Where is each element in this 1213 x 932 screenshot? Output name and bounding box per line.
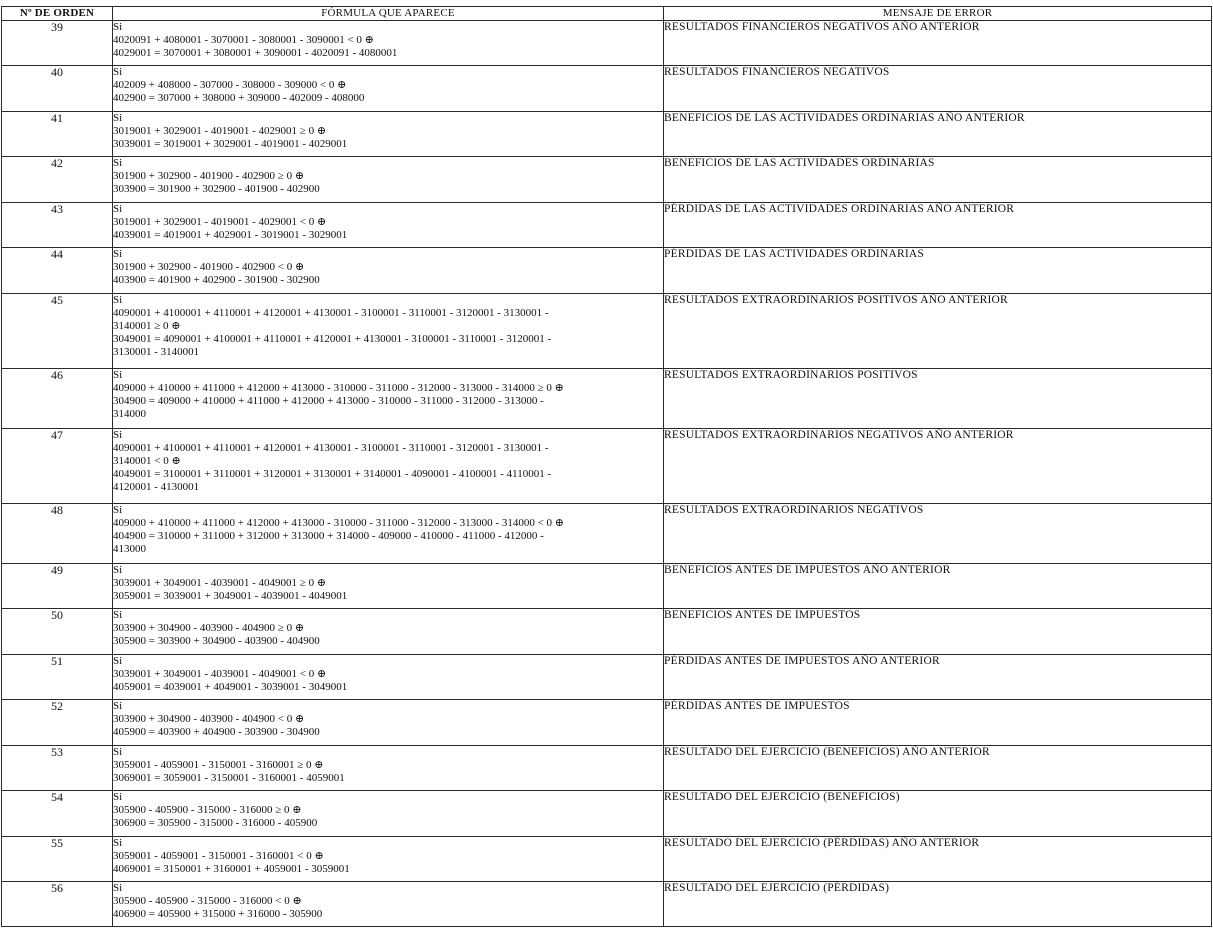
condition-keyword: Si bbox=[113, 429, 123, 441]
error-message-cell: RESULTADO DEL EJERCICIO (BENEFICIOS) bbox=[664, 791, 1212, 837]
formula-line: 305900 - 405900 - 315000 - 316000 < 0 ⊕ bbox=[113, 895, 302, 907]
formula-line: 4090001 + 4100001 + 4110001 + 4120001 + 4130001 - 3100001 - 3110001 - 3120001 - 3130001 - bbox=[113, 307, 549, 319]
formula-cell bbox=[113, 21, 664, 66]
formula-line: 301900 + 302900 - 401900 - 402900 < 0 ⊕ bbox=[113, 261, 305, 273]
formula-cell bbox=[113, 609, 664, 655]
formula-cell bbox=[113, 504, 664, 564]
formula-line: 3130001 - 3140001 bbox=[113, 346, 200, 358]
formula-line: 4049001 = 3100001 + 3110001 + 3120001 + 3130001 + 3140001 - 4090001 - 4100001 - 4110001 - bbox=[113, 468, 552, 480]
error-message-cell: PÉRDIDAS ANTES DE IMPUESTOS AÑO ANTERIOR bbox=[664, 655, 1212, 700]
formula-cell bbox=[113, 837, 664, 882]
error-message-cell: RESULTADO DEL EJERCICIO (PÉRDIDAS) bbox=[664, 882, 1212, 927]
order-number-cell: 47 bbox=[2, 429, 113, 504]
order-number-cell: 51 bbox=[2, 655, 113, 700]
error-message-cell: RESULTADOS FINANCIEROS NEGATIVOS AÑO ANTERIOR bbox=[664, 21, 1212, 66]
condition-keyword: Si bbox=[113, 655, 123, 667]
error-message-cell: RESULTADOS FINANCIEROS NEGATIVOS bbox=[664, 66, 1212, 112]
formula-line: 314000 bbox=[113, 408, 146, 420]
table-row bbox=[2, 248, 1212, 294]
table-row bbox=[2, 112, 1212, 157]
condition-keyword: Si bbox=[113, 112, 123, 124]
condition-keyword: Si bbox=[113, 203, 123, 215]
formula-line: 3039001 + 3049001 - 4039001 - 4049001 ≥ 0 ⊕ bbox=[113, 577, 327, 589]
error-message-cell: PÉRDIDAS DE LAS ACTIVIDADES ORDINARIAS AÑO ANTERIOR bbox=[664, 203, 1212, 248]
formula-cell bbox=[113, 882, 664, 927]
order-number-cell: 44 bbox=[2, 248, 113, 294]
formula-line: 403900 = 401900 + 402900 - 301900 - 302900 bbox=[113, 274, 320, 286]
error-message-cell: BENEFICIOS DE LAS ACTIVIDADES ORDINARIAS AÑO ANTERIOR bbox=[664, 112, 1212, 157]
formula-line: 3039001 = 3019001 + 3029001 - 4019001 - 4029001 bbox=[113, 138, 348, 150]
formula-line: 4090001 + 4100001 + 4110001 + 4120001 + 4130001 - 3100001 - 3110001 - 3120001 - 3130001 - bbox=[113, 442, 549, 454]
error-rules-table bbox=[1, 6, 1212, 927]
table-row bbox=[2, 66, 1212, 112]
table-row bbox=[2, 837, 1212, 882]
formula-cell bbox=[113, 746, 664, 791]
formula-line: 3140001 ≥ 0 ⊕ bbox=[113, 320, 181, 332]
formula-line: 3059001 - 4059001 - 3150001 - 3160001 ≥ 0 ⊕ bbox=[113, 759, 324, 771]
formula-line: 4029001 = 3070001 + 3080001 + 3090001 - 4020091 - 4080001 bbox=[113, 47, 398, 59]
error-message-cell: RESULTADOS EXTRAORDINARIOS POSITIVOS bbox=[664, 369, 1212, 429]
condition-keyword: Si bbox=[113, 837, 123, 849]
table-row bbox=[2, 655, 1212, 700]
formula-line: 402900 = 307000 + 308000 + 309000 - 402009 - 408000 bbox=[113, 92, 365, 104]
table-header-row bbox=[2, 7, 1212, 21]
formula-line: 304900 = 409000 + 410000 + 411000 + 412000 + 413000 - 310000 - 311000 - 312000 - 313000 - bbox=[113, 395, 544, 407]
formula-line: 4069001 = 3150001 + 3160001 + 4059001 - 3059001 bbox=[113, 863, 350, 875]
formula-line: 3059001 - 4059001 - 3150001 - 3160001 < 0 ⊕ bbox=[113, 850, 324, 862]
condition-keyword: Si bbox=[113, 882, 123, 894]
order-number-cell: 45 bbox=[2, 294, 113, 369]
formula-line: 402009 + 408000 - 307000 - 308000 - 309000 < 0 ⊕ bbox=[113, 79, 347, 91]
order-number-cell: 46 bbox=[2, 369, 113, 429]
formula-line: 306900 = 305900 - 315000 - 316000 - 405900 bbox=[113, 817, 318, 829]
order-number-cell: 55 bbox=[2, 837, 113, 882]
formula-line: 3059001 = 3039001 + 3049001 - 4039001 - 4049001 bbox=[113, 590, 348, 602]
formula-header: FÓRMULA QUE APARECE bbox=[113, 7, 664, 21]
error-message-cell: PÉRDIDAS DE LAS ACTIVIDADES ORDINARIAS bbox=[664, 248, 1212, 294]
formula-line: 3049001 = 4090001 + 4100001 + 4110001 + 4120001 + 4130001 - 3100001 - 3110001 - 3120001 - bbox=[113, 333, 552, 345]
formula-cell bbox=[113, 791, 664, 837]
formula-cell bbox=[113, 369, 664, 429]
order-number-cell: 50 bbox=[2, 609, 113, 655]
table-row bbox=[2, 369, 1212, 429]
condition-keyword: Si bbox=[113, 157, 123, 169]
formula-line: 3039001 + 3049001 - 4039001 - 4049001 < 0 ⊕ bbox=[113, 668, 327, 680]
table-row bbox=[2, 791, 1212, 837]
order-number-cell: 40 bbox=[2, 66, 113, 112]
error-message-cell: BENEFICIOS DE LAS ACTIVIDADES ORDINARIAS bbox=[664, 157, 1212, 203]
formula-cell bbox=[113, 66, 664, 112]
table-row bbox=[2, 294, 1212, 369]
formula-line: 404900 = 310000 + 311000 + 312000 + 313000 + 314000 - 409000 - 410000 - 411000 - 412000 - bbox=[113, 530, 544, 542]
formula-cell bbox=[113, 294, 664, 369]
order-number-cell: 56 bbox=[2, 882, 113, 927]
order-number-header: Nº DE ORDEN bbox=[2, 7, 113, 21]
formula-line: 3019001 + 3029001 - 4019001 - 4029001 ≥ 0 ⊕ bbox=[113, 125, 327, 137]
table-row bbox=[2, 429, 1212, 504]
table-row bbox=[2, 609, 1212, 655]
table-row bbox=[2, 157, 1212, 203]
condition-keyword: Si bbox=[113, 700, 123, 712]
formula-line: 4059001 = 4039001 + 4049001 - 3039001 - 3049001 bbox=[113, 681, 348, 693]
error-message-cell: BENEFICIOS ANTES DE IMPUESTOS AÑO ANTERIOR bbox=[664, 564, 1212, 609]
condition-keyword: Si bbox=[113, 791, 123, 803]
order-number-cell: 39 bbox=[2, 21, 113, 66]
order-number-cell: 42 bbox=[2, 157, 113, 203]
order-number-cell: 41 bbox=[2, 112, 113, 157]
error-message-header: MENSAJE DE ERROR bbox=[664, 7, 1212, 21]
condition-keyword: Si bbox=[113, 21, 123, 33]
table-row bbox=[2, 746, 1212, 791]
order-number-cell: 43 bbox=[2, 203, 113, 248]
formula-cell bbox=[113, 655, 664, 700]
order-number-cell: 49 bbox=[2, 564, 113, 609]
error-message-cell: BENEFICIOS ANTES DE IMPUESTOS bbox=[664, 609, 1212, 655]
formula-line: 303900 = 301900 + 302900 - 401900 - 402900 bbox=[113, 183, 320, 195]
order-number-cell: 48 bbox=[2, 504, 113, 564]
formula-cell bbox=[113, 248, 664, 294]
error-message-cell: RESULTADOS EXTRAORDINARIOS NEGATIVOS AÑO ANTERIOR bbox=[664, 429, 1212, 504]
order-number-cell: 54 bbox=[2, 791, 113, 837]
table-row bbox=[2, 882, 1212, 927]
condition-keyword: Si bbox=[113, 504, 123, 516]
formula-cell bbox=[113, 157, 664, 203]
formula-line: 3140001 < 0 ⊕ bbox=[113, 455, 181, 467]
condition-keyword: Si bbox=[113, 369, 123, 381]
formula-line: 301900 + 302900 - 401900 - 402900 ≥ 0 ⊕ bbox=[113, 170, 305, 182]
order-number-cell: 52 bbox=[2, 700, 113, 746]
condition-keyword: Si bbox=[113, 564, 123, 576]
condition-keyword: Si bbox=[113, 746, 123, 758]
formula-line: 303900 + 304900 - 403900 - 404900 ≥ 0 ⊕ bbox=[113, 622, 305, 634]
table-row bbox=[2, 203, 1212, 248]
formula-line: 305900 = 303900 + 304900 - 403900 - 404900 bbox=[113, 635, 320, 647]
formula-line: 409000 + 410000 + 411000 + 412000 + 413000 - 310000 - 311000 - 312000 - 313000 - 314000 < 0 ⊕ bbox=[113, 517, 564, 529]
formula-line: 405900 = 403900 + 404900 - 303900 - 304900 bbox=[113, 726, 320, 738]
condition-keyword: Si bbox=[113, 294, 123, 306]
formula-cell bbox=[113, 564, 664, 609]
formula-line: 406900 = 405900 + 315000 + 316000 - 305900 bbox=[113, 908, 323, 920]
formula-cell bbox=[113, 203, 664, 248]
formula-cell bbox=[113, 700, 664, 746]
table-row bbox=[2, 21, 1212, 66]
formula-cell bbox=[113, 112, 664, 157]
error-message-cell: RESULTADOS EXTRAORDINARIOS POSITIVOS AÑO ANTERIOR bbox=[664, 294, 1212, 369]
formula-line: 4020091 + 4080001 - 3070001 - 3080001 - 3090001 < 0 ⊕ bbox=[113, 34, 374, 46]
condition-keyword: Si bbox=[113, 248, 123, 260]
formula-line: 413000 bbox=[113, 543, 146, 555]
error-message-cell: RESULTADOS EXTRAORDINARIOS NEGATIVOS bbox=[664, 504, 1212, 564]
table-row bbox=[2, 700, 1212, 746]
formula-line: 305900 - 405900 - 315000 - 316000 ≥ 0 ⊕ bbox=[113, 804, 302, 816]
formula-line: 4039001 = 4019001 + 4029001 - 3019001 - 3029001 bbox=[113, 229, 348, 241]
table-body bbox=[2, 21, 1212, 927]
formula-line: 3069001 = 3059001 - 3150001 - 3160001 - 4059001 bbox=[113, 772, 345, 784]
formula-cell bbox=[113, 429, 664, 504]
formula-line: 3019001 + 3029001 - 4019001 - 4029001 < 0 ⊕ bbox=[113, 216, 327, 228]
order-number-cell: 53 bbox=[2, 746, 113, 791]
formula-line: 303900 + 304900 - 403900 - 404900 < 0 ⊕ bbox=[113, 713, 305, 725]
table-row bbox=[2, 504, 1212, 564]
condition-keyword: Si bbox=[113, 609, 123, 621]
table-row bbox=[2, 564, 1212, 609]
formula-line: 409000 + 410000 + 411000 + 412000 + 413000 - 310000 - 311000 - 312000 - 313000 - 314000 ≥ 0 ⊕ bbox=[113, 382, 564, 394]
error-message-cell: RESULTADO DEL EJERCICIO (BENEFICIOS) AÑO ANTERIOR bbox=[664, 746, 1212, 791]
condition-keyword: Si bbox=[113, 66, 123, 78]
formula-line: 4120001 - 4130001 bbox=[113, 481, 200, 493]
error-message-cell: RESULTADO DEL EJERCICIO (PÉRDIDAS) AÑO ANTERIOR bbox=[664, 837, 1212, 882]
error-message-cell: PÉRDIDAS ANTES DE IMPUESTOS bbox=[664, 700, 1212, 746]
